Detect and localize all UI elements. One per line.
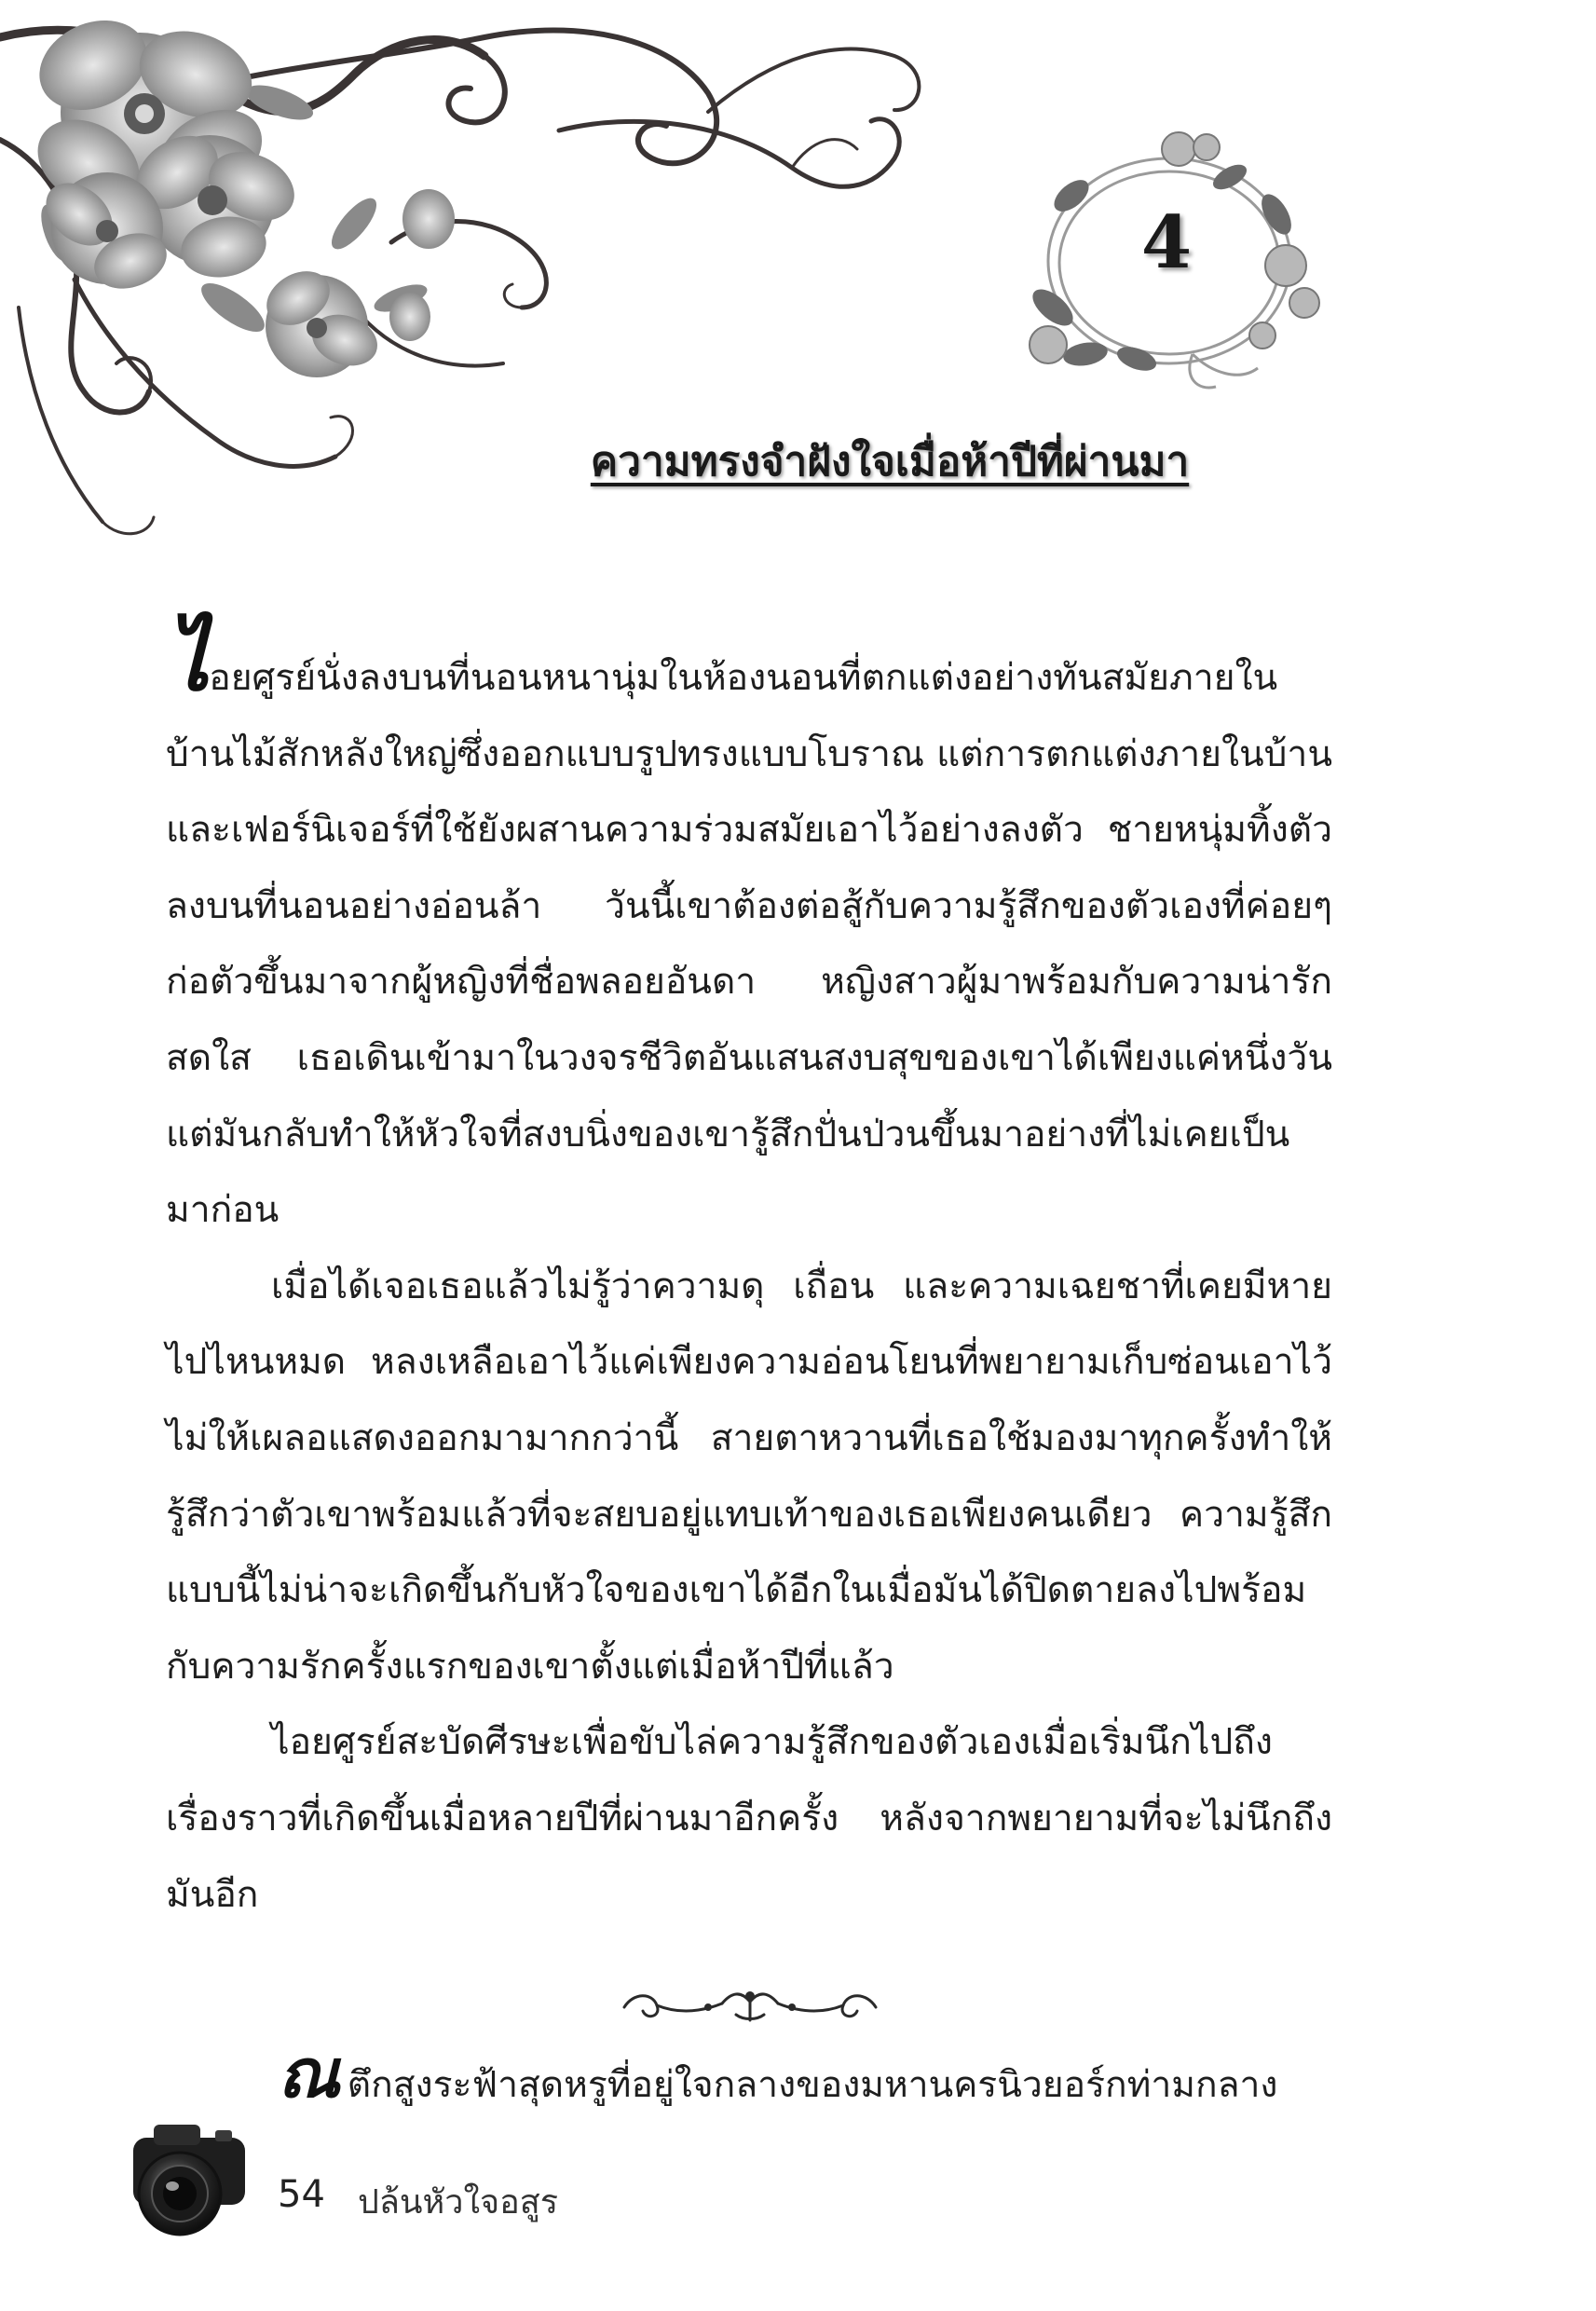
chapter-title: ความทรงจำฝังใจเมื่อห้าปีที่ผ่านมา <box>590 438 1190 485</box>
scene-text: ตึกสูงระฟ้าสุดหรูที่อยู่ใจกลางของมหานครนิวยอร์กท่ามกลาง <box>347 2064 1278 2106</box>
paragraph-2: เมื่อได้เจอเธอแล้วไม่รู้ว่าความดุ เถื่อน และความเฉยชาที่เคยมีหายไปไหนหมด หลงเหลือเอาไว้แค่เพียงความอ่อนโยนที่พยายามเก็บซ่อนเอาไว้ไม่ให้เผลอแสดงออกมามากกว่านี้ สายตาหวานที่เธอใช้มองมาทุกครั้งทำให้รู้สึกว่าตัวเขาพร้อมแล้วที่จะสยบอยู่แทบเท้าของเธอเพียงคนเดียว ความรู้สึกแบบนี้ไม่น่าจะเกิดขึ้นกับหัวใจของเขาได้อีกในเมื่อมันได้ปิดตายลงไปพร้อมกับความรักครั้งแรกของเขาตั้งแต่เมื่อห้าปีที่แล้ว <box>166 1265 1332 1688</box>
body-text <box>166 609 1332 1933</box>
page-number: 54 <box>278 2173 325 2216</box>
drop-cap: ณ <box>278 2033 340 2113</box>
scene-opening-line <box>278 2033 1332 2123</box>
paragraph-3: ไอยศูรย์สะบัดศีรษะเพื่อขับไล่ความรู้สึกของตัวเองเมื่อเริ่มนึกไปถึงเรื่องราวที่เกิดขึ้นเมื่อหลายปีที่ผ่านมาอีกครั้ง หลังจากพยายามที่จะไม่นึกถึงมันอีก <box>166 1721 1332 1916</box>
camera-icon <box>126 2117 256 2238</box>
drop-cap: ไ <box>166 609 210 710</box>
book-title: ปล้นหัวใจอสูร <box>358 2183 559 2222</box>
scene-divider-ornament <box>615 1983 885 2028</box>
chapter-number: 4 <box>1140 200 1193 285</box>
paragraph-text: อยศูรย์นั่งลงบนที่นอนหนานุ่มในห้องนอนที่ตกแต่งอย่างทันสมัยภายในบ้านไม้สักหลังใหญ่ซึ่งออกแบบรูปทรงแบบโบราณ แต่การตกแต่งภายในบ้านและเฟอร์นิเจอร์ที่ใช้ยังผสานความร่วมสมัยเอาไว้อย่างลงตัว ชายหนุ่มทิ้งตัวลงบนที่นอนอย่างอ่อนล้า วันนี้เขาต้องต่อสู้กับความรู้สึกของตัวเองที่ค่อยๆ ก่อตัวขึ้นมาจากผู้หญิงที่ชื่อพลอยอันดา หญิงสาวผู้มาพร้อมกับความน่ารักสดใส เธอเดินเข้ามาในวงจรชีวิตอันแสนสงบสุขของเขาได้เพียงแค่หนึ่งวัน แต่มันกลับทำให้หัวใจที่สงบนิ่งของเขารู้สึกปั่นป่วนขึ้นมาอย่างที่ไม่เคยเป็นมาก่อน <box>166 657 1332 1232</box>
paragraph-1 <box>166 609 1332 1249</box>
